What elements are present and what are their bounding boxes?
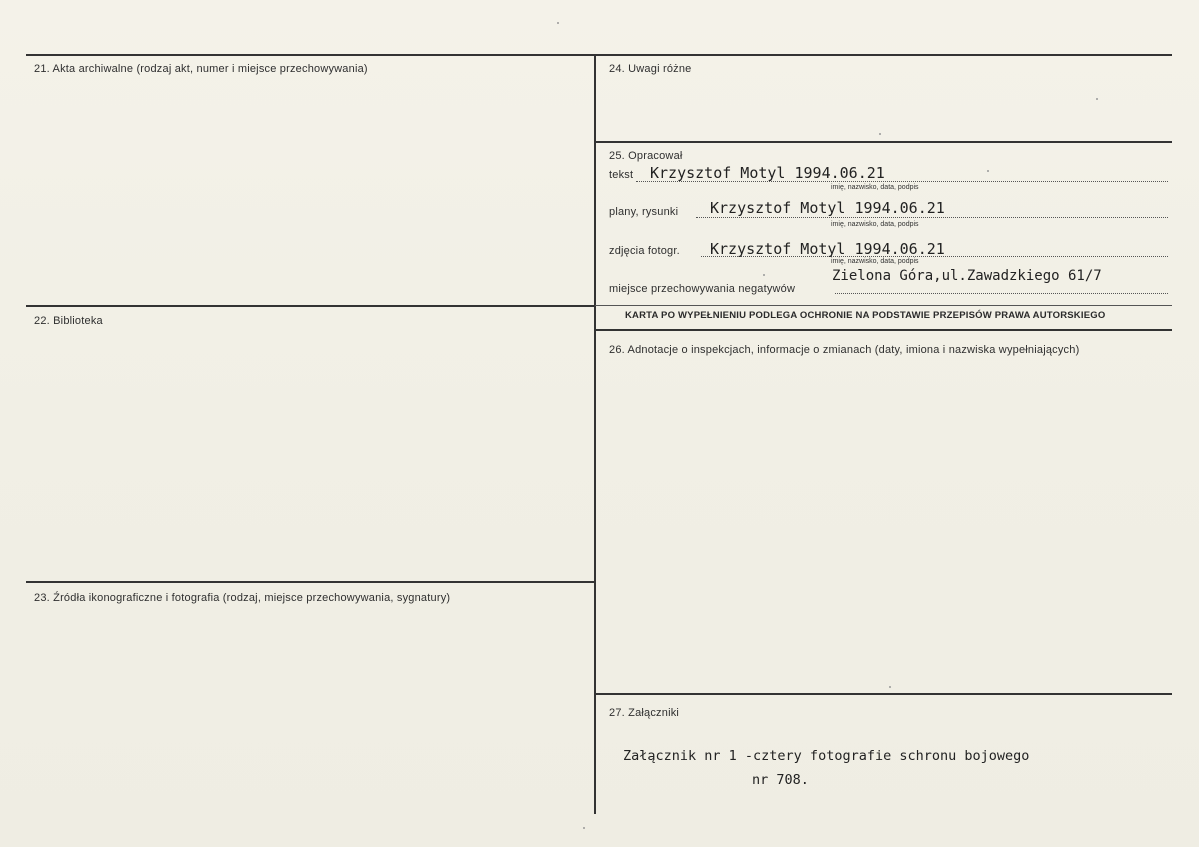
section-24-label: 24. Uwagi różne [609, 63, 692, 75]
tekst-value: Krzysztof Motyl 1994.06.21 [650, 164, 885, 182]
right-rule-notice [595, 305, 1172, 306]
zdjecia-value: Krzysztof Motyl 1994.06.21 [710, 240, 945, 258]
center-divider [594, 54, 596, 814]
miejsce-value: Zielona Góra,ul.Zawadzkiego 61/7 [832, 268, 1102, 284]
scan-speck [583, 827, 585, 829]
scan-speck [763, 274, 765, 276]
section-23-label: 23. Źródła ikonograficzne i fotografia (rodzaj, miejsce przechowywania, sygnatury) [34, 592, 451, 604]
plany-label: plany, rysunki [609, 206, 679, 218]
plany-hint: imię, nazwisko, data, podpis [831, 221, 919, 228]
plany-value: Krzysztof Motyl 1994.06.21 [710, 199, 945, 217]
tekst-label: tekst [609, 169, 634, 181]
section-21-label: 21. Akta archiwalne (rodzaj akt, numer i miejsce przechowywania) [34, 63, 368, 75]
section-25-label: 25. Opracował [609, 150, 683, 162]
left-rule-23 [26, 581, 595, 583]
scan-speck [889, 686, 891, 688]
section-27-label: 27. Załączniki [609, 707, 680, 719]
tekst-hint: imię, nazwisko, data, podpis [831, 184, 919, 191]
copyright-notice: KARTA PO WYPEŁNIENIU PODLEGA OCHRONIE NA PODSTAWIE PRZEPISÓW PRAWA AUTORSKIEGO [625, 310, 1106, 321]
scan-speck [987, 170, 989, 172]
top-rule [26, 54, 1172, 56]
right-rule-26 [595, 329, 1172, 331]
plany-dotted-line [696, 217, 1168, 218]
left-rule-22 [26, 305, 595, 307]
attachment-line-1: Załącznik nr 1 -cztery fotografie schronu bojowego [623, 748, 1030, 764]
zdjecia-label: zdjęcia fotogr. [609, 245, 680, 257]
scan-speck [1096, 98, 1098, 100]
scan-speck [557, 22, 559, 24]
right-rule-27 [595, 693, 1172, 695]
miejsce-dotted-line [835, 293, 1168, 294]
section-22-label: 22. Biblioteka [34, 315, 103, 327]
attachment-line-2: nr 708. [752, 772, 809, 788]
miejsce-label: miejsce przechowywania negatywów [609, 283, 796, 295]
section-26-label: 26. Adnotacje o inspekcjach, informacje o zmianach (daty, imiona i nazwiska wypełniających) [609, 344, 1080, 356]
scan-speck [879, 133, 881, 135]
right-rule-25 [595, 141, 1172, 143]
zdjecia-hint: imię, nazwisko, data, podpis [831, 258, 919, 265]
